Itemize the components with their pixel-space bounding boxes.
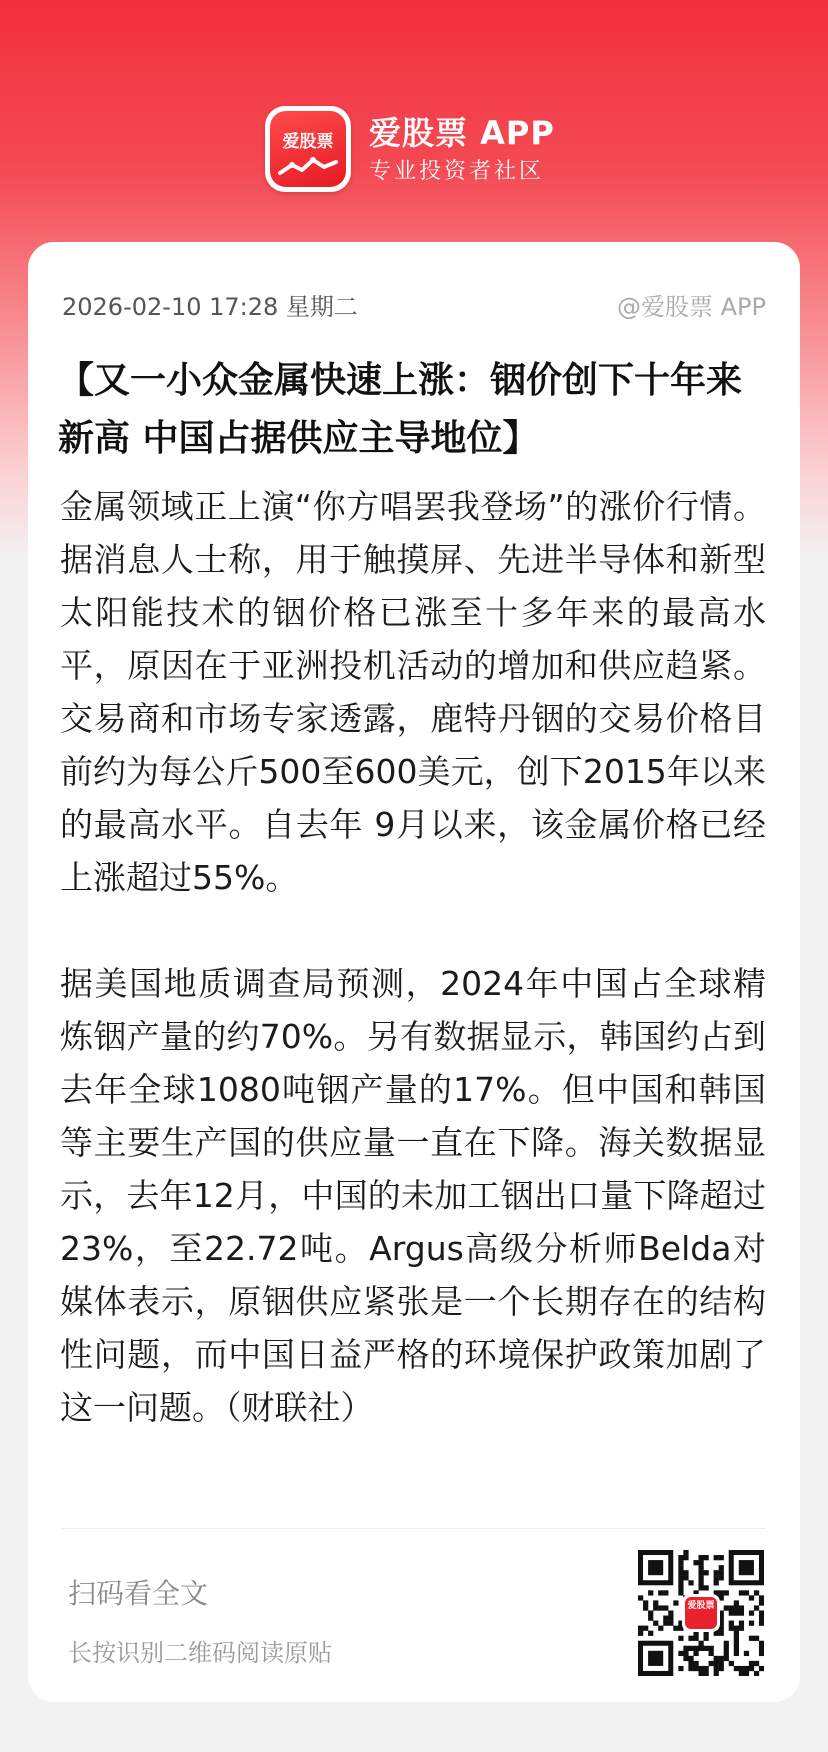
article-title: 【又一小众金属快速上涨：铟价创下十年来新高 中国占据供应主导地位】 [58,360,743,459]
brand-slogan: 专业投资者社区 [369,159,545,184]
article-source: @爱股票 APP [617,292,766,321]
app-logo-text: 爱股票 [282,132,334,152]
brand-text [369,112,555,186]
article-paragraph: 金属领域正上演“你方唱罢我登场”的涨价行情。据消息人士称，用于触摸屏、先进半导体和新型太阳能技术的铟价格已涨至十多年来的最高水平，原因在于亚洲投机活动的增加和供应趋紧。交易商和市场专家透露，鹿特丹铟的交易价格目前约为每公斤500至600美元，创下2015年以来的最高水平。自去年 9月以来，该金属价格已经上涨超过55%。 [60,487,766,897]
logo-wave-icon [278,153,338,179]
scan-title: 扫码看全文 [68,1577,209,1610]
article-datetime: 2026-02-10 17:28 星期二 [62,292,358,321]
qr-badge-text: 爱股票 [685,1597,717,1629]
brand-header [265,106,555,192]
article-paragraph: 据美国地质调查局预测，2024年中国占全球精炼铟产量的约70%。另有数据显示，韩国约占到去年全球1080吨铟产量的17%。但中国和韩国等主要生产国的供应量一直在下降。海关数据显示，去年12月，中国的未加工铟出口量下降超过23%，至22.72吨。Argus高级分析师Belda对媒体表示，原铟供应紧张是一个长期存在的结构性问题，而中国日益严格的环境保护政策加剧了这一问题。（财联社） [60,964,766,1427]
article-body [60,480,766,1434]
scan-subtitle: 长按识别二维码阅读原贴 [68,1639,332,1667]
qr-center-logo-icon [682,1594,720,1632]
qr-code-icon[interactable] [638,1550,764,1676]
article-meta [62,286,766,322]
brand-name: 爱股票 APP [369,114,555,152]
footer-divider [62,1528,766,1529]
article-card [28,242,800,1702]
app-logo-icon [265,106,351,192]
